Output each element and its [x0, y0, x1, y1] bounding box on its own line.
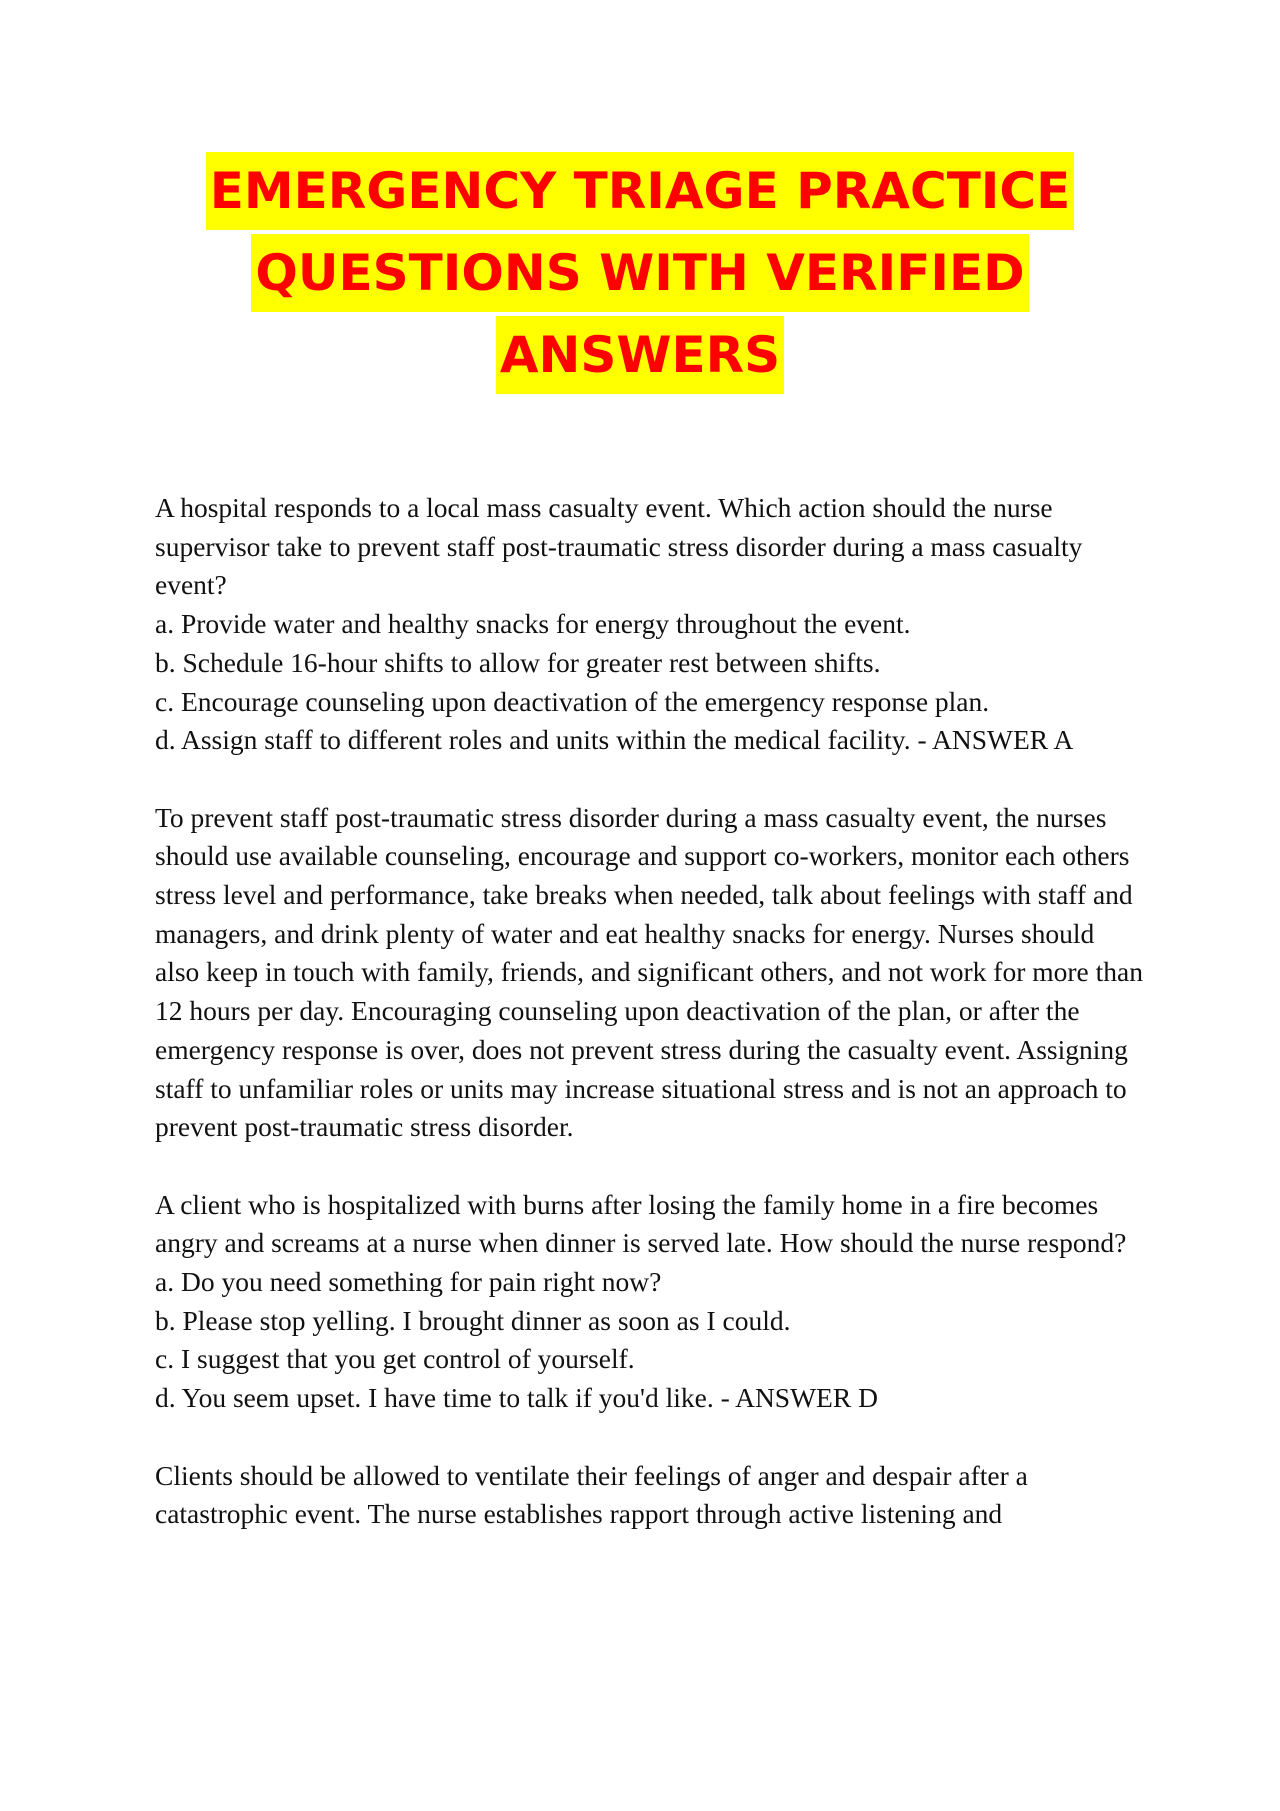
question-2-stem: A client who is hospitalized with burns after losing the family home in a fire becomes angry and screams at a nurse when dinner is served late. How should the nurse respond?: [155, 1188, 1127, 1259]
question-2-option-c: c. I suggest that you get control of yourself.: [155, 1343, 635, 1375]
question-1-option-b: b. Schedule 16-hour shifts to allow for greater rest between shifts.: [155, 646, 881, 678]
question-1-option-c: c. Encourage counseling upon deactivation of the emergency response plan.: [155, 685, 990, 717]
title-line-3: [0, 316, 1280, 394]
question-2-option-d: d. You seem upset. I have time to talk if you'd like. - ANSWER D: [155, 1382, 878, 1414]
document-body: [155, 489, 1145, 1573]
rationale-1-text: To prevent staff post-traumatic stress disorder during a mass casualty event, the nurses should use available counseling, encourage and support co-workers, monitor each others stress level and performance, take breaks when needed, talk about feelings with staff and managers, and drink plenty of water and eat healthy snacks for energy. Nurses should also keep in touch with family, friends, and significant others, and not work for more than 12 hours per day. Encouraging counseling upon deactivation of the plan, or after the emergency response is over, does not prevent stress during the casualty event. Assigning staff to unfamiliar roles or units may increase situational stress and is not an approach to prevent post-traumatic stress disorder.: [155, 801, 1143, 1143]
title-line-1: [0, 152, 1280, 230]
question-2-option-b: b. Please stop yelling. I brought dinner as soon as I could.: [155, 1304, 791, 1336]
question-1-stem: A hospital responds to a local mass casualty event. Which action should the nurse supervisor take to prevent staff post-traumatic stress disorder during a mass casualty event?: [155, 492, 1083, 601]
title-line-1-text: EMERGENCY TRIAGE PRACTICE: [206, 152, 1075, 230]
rationale-2-text: Clients should be allowed to ventilate their feelings of anger and despair after a catastrophic event. The nurse establishes rapport through active listening and: [155, 1459, 1028, 1530]
question-2-option-a: a. Do you need something for pain right now?: [155, 1266, 662, 1298]
question-2: [155, 1186, 1145, 1418]
question-1-option-a: a. Provide water and healthy snacks for energy throughout the event.: [155, 608, 911, 640]
question-1: [155, 489, 1145, 760]
question-1-option-d: d. Assign staff to different roles and units within the medical facility. - ANSWER A: [155, 724, 1074, 756]
rationale-2: [155, 1457, 1145, 1534]
title-line-2: [0, 234, 1280, 312]
title-line-2-text: QUESTIONS WITH VERIFIED: [251, 234, 1028, 312]
document-title: [0, 152, 1280, 398]
title-line-3-text: ANSWERS: [496, 316, 784, 394]
rationale-1: [155, 799, 1145, 1147]
